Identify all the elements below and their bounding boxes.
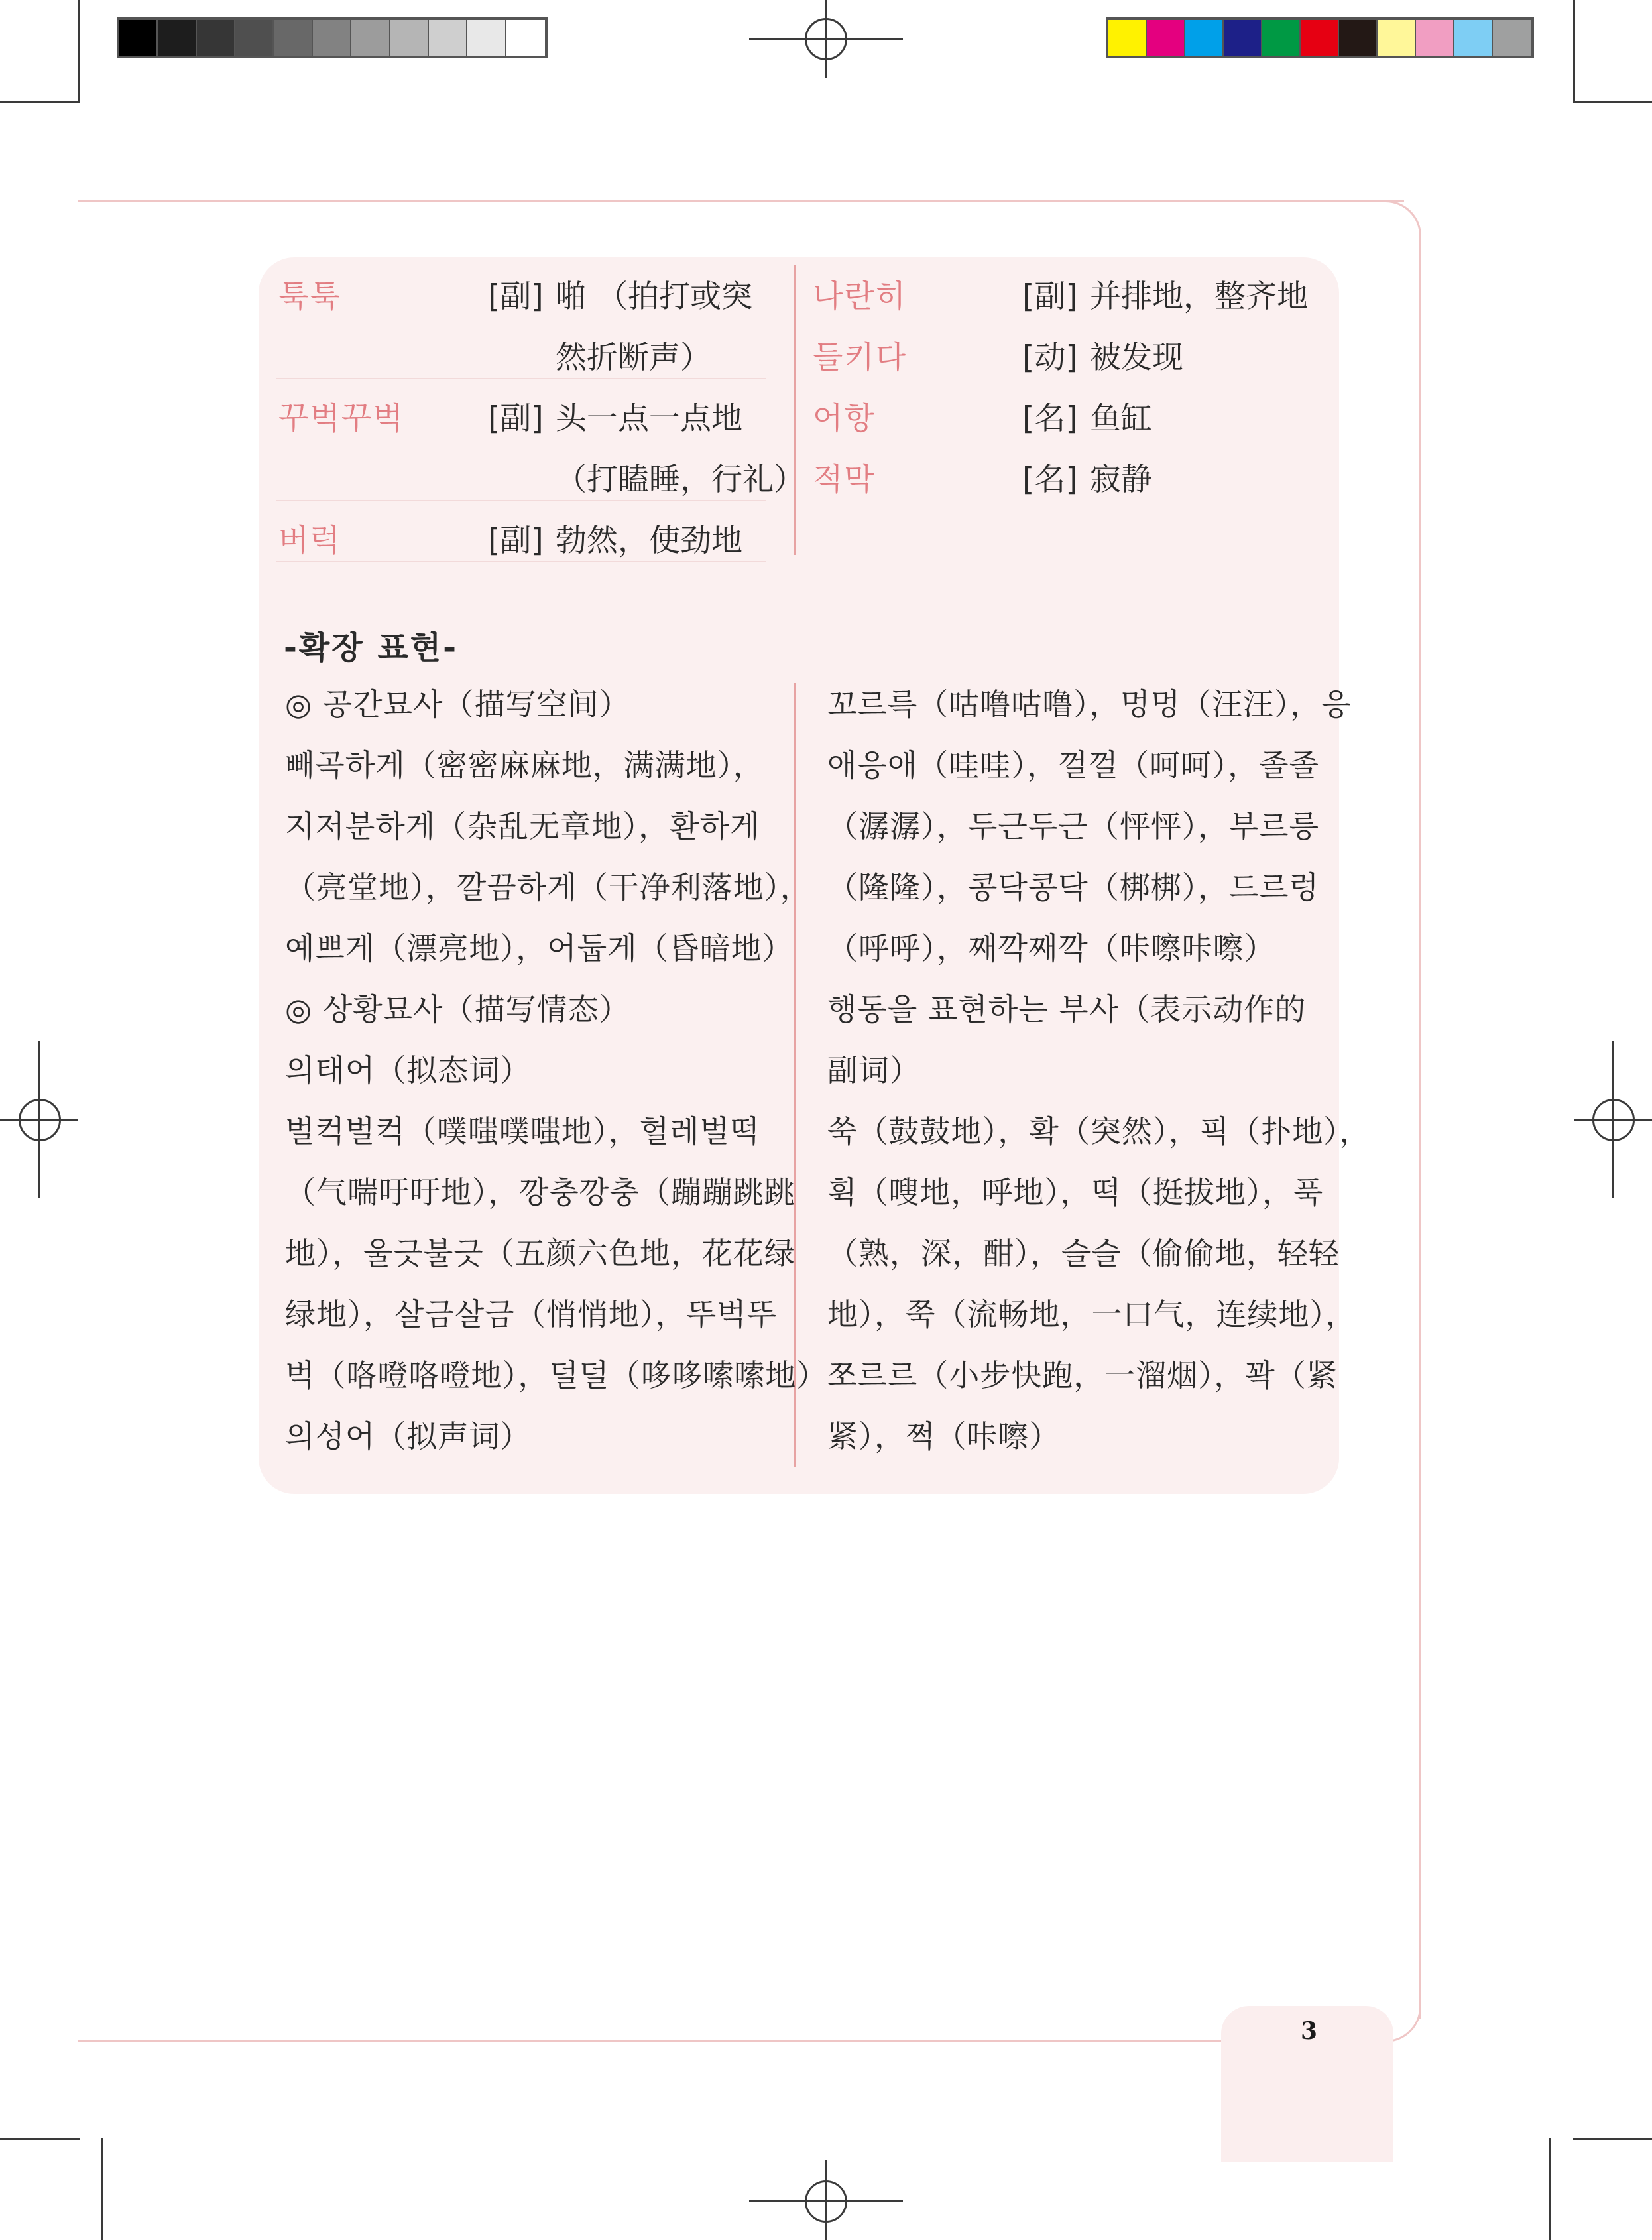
vocab-row-divider — [276, 500, 766, 501]
text-line: 빼곡하게（密密麻麻地，满满地）， — [285, 747, 764, 783]
vocab-definition-continued: 然折断声） — [556, 340, 711, 376]
vocab-word: 꾸벅꾸벅 — [278, 401, 404, 437]
gray-swatch — [158, 20, 196, 56]
vocab-definition: 勃然，使劲地 — [556, 523, 742, 559]
gray-swatch — [119, 20, 158, 56]
color-swatch — [1108, 20, 1147, 56]
text-line: （气喘吁吁地），깡충깡충（蹦蹦跳跳 — [285, 1174, 796, 1210]
color-swatch — [1301, 20, 1339, 56]
text-line: （隆隆），콩닥콩닥（梆梆），드르렁 — [827, 869, 1320, 905]
text-line: 휙（嗖地，呼地），떡（挺拔地），푹 — [827, 1174, 1324, 1210]
gray-swatch — [351, 20, 390, 56]
vocab-pos: [副] — [488, 401, 544, 437]
text-line: ◎ 공간묘사（描写空间） — [285, 686, 630, 722]
vocab-word: 들키다 — [813, 340, 908, 376]
gray-swatch — [467, 20, 506, 56]
vocab-definition-continued: （打瞌睡，行礼） — [556, 462, 805, 498]
vocab-row-divider — [276, 378, 766, 379]
text-line: 행동을 표현하는 부사（表示动作的 — [827, 991, 1307, 1027]
page-number: 3 — [1301, 2017, 1318, 2045]
color-calibration-bar — [1106, 17, 1534, 58]
text-line: 쑥（鼓鼓地），확（突然），픽（扑地）， — [827, 1113, 1371, 1149]
vocab-definition: 头一点一点地 — [556, 401, 742, 437]
vocab-definition: 鱼缸 — [1090, 401, 1152, 437]
text-line: 의태어（拟态词） — [285, 1052, 532, 1088]
vocab-pos: [动] — [1022, 340, 1078, 376]
grayscale-calibration-bar — [117, 17, 548, 58]
text-line: 紧），쩍（咔嚓） — [827, 1418, 1061, 1454]
color-swatch — [1147, 20, 1185, 56]
color-swatch — [1454, 20, 1493, 56]
gray-swatch — [274, 20, 312, 56]
color-swatch — [1378, 20, 1416, 56]
vocab-column-divider — [794, 265, 796, 555]
vocab-pos: [名] — [1022, 401, 1078, 437]
vocab-definition: 并排地，整齐地 — [1090, 279, 1308, 315]
color-swatch — [1185, 20, 1224, 56]
gray-swatch — [390, 20, 429, 56]
vocab-pos: [副] — [1022, 279, 1078, 315]
text-line: 꼬르륵（咕噜咕噜），멍멍（汪汪），응 — [827, 686, 1352, 722]
vocab-row-divider — [276, 561, 766, 562]
gray-swatch — [235, 20, 274, 56]
color-swatch — [1416, 20, 1454, 56]
color-swatch — [1262, 20, 1301, 56]
text-line: （亮堂地），깔끔하게（干净利落地）， — [285, 869, 811, 905]
text-line: （潺潺），두근두근（怦怦），부르릉 — [827, 808, 1320, 844]
section-heading: -확장 표현- — [284, 629, 459, 666]
vocab-pos: [副] — [488, 279, 544, 315]
text-line: 예쁘게（漂亮地），어둡게（昏暗地） — [285, 930, 794, 966]
vocab-word: 툭툭 — [278, 279, 341, 315]
text-line: 지저분하게（杂乱无章地），환하게 — [285, 808, 760, 844]
text-line: 애응애（哇哇），껄껄（呵呵），졸졸 — [827, 747, 1320, 783]
text-line: 地），쭉（流畅地，一口气，连续地）， — [827, 1296, 1357, 1332]
color-swatch — [1339, 20, 1378, 56]
vocab-pos: [名] — [1022, 462, 1078, 498]
text-line: 벅（咯噔咯噔地），덜덜（哆哆嗦嗦地） — [285, 1357, 828, 1393]
text-line: 의성어（拟声词） — [285, 1418, 532, 1454]
vocab-definition: 被发现 — [1090, 340, 1183, 376]
vocab-definition: 寂静 — [1090, 462, 1152, 498]
text-line: （呼呼），째깍째깍（咔嚓咔嚓） — [827, 930, 1275, 966]
text-line: （熟，深，酣），슬슬（偷偷地，轻轻 — [827, 1235, 1340, 1271]
text-line: 副词） — [827, 1052, 921, 1088]
text-line: 地），울긋불긋（五颜六色地，花花绿 — [285, 1235, 796, 1271]
text-line: 쪼르르（小步快跑，一溜烟），꽉（紧 — [827, 1357, 1338, 1393]
gray-swatch — [506, 20, 545, 56]
text-line: 绿地），살금살금（悄悄地），뚜벅뚜 — [285, 1296, 778, 1332]
gray-swatch — [429, 20, 467, 56]
text-line: 벌컥벌컥（噗嗤噗嗤地），헐레벌떡 — [285, 1113, 760, 1149]
color-swatch — [1224, 20, 1262, 56]
vocab-pos: [副] — [488, 523, 544, 559]
text-line: ◎ 상황묘사（描写情态） — [285, 991, 630, 1027]
gray-swatch — [313, 20, 351, 56]
vocab-word: 적막 — [813, 462, 876, 498]
vocab-word: 어항 — [813, 401, 876, 437]
vocab-word: 버럭 — [278, 523, 341, 559]
gray-swatch — [197, 20, 235, 56]
vocab-word: 나란히 — [813, 279, 908, 315]
vocab-definition: 啪 （拍打或突 — [556, 279, 752, 315]
color-swatch — [1493, 20, 1531, 56]
